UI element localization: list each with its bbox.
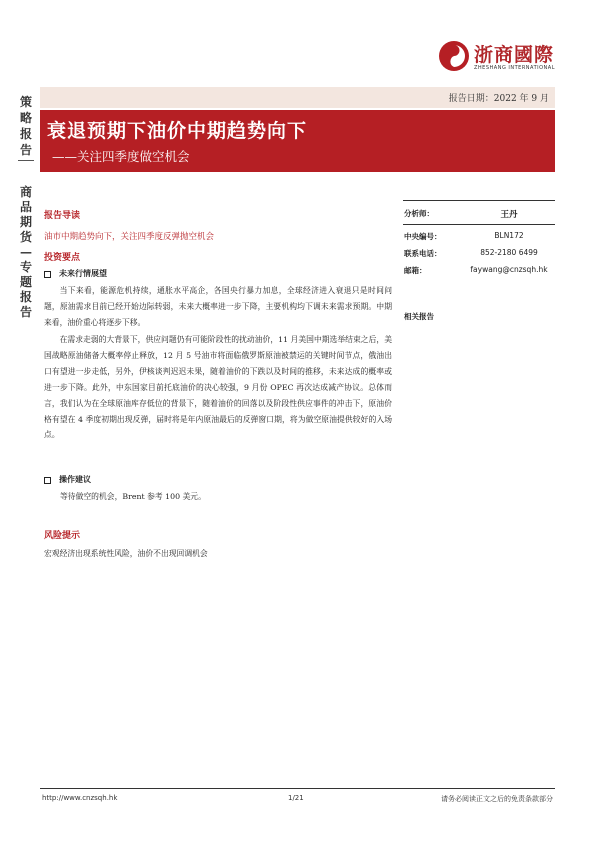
- paragraph-text: 当下来看，能源危机持续，通胀水平高企，各国央行暴力加息，全球经济进入衰退只是时间问题，原油需求目前已经开始边际转弱，未来大概率进一步下降，主要机构均下调未来需求预期。中期来看，油价重心将逐步下移。: [44, 286, 392, 327]
- phone-number: 852-2180 6499: [480, 248, 538, 257]
- info-top-rule: [403, 200, 555, 201]
- report-title: 衰退预期下油价中期趋势向下: [47, 120, 308, 142]
- email-link[interactable]: faywang@cnzsqh.hk: [470, 265, 548, 274]
- info-mid-rule: [403, 224, 555, 225]
- guide-heading: 报告导读: [44, 211, 81, 221]
- sidebar-divider: [18, 160, 34, 161]
- title-banner: [40, 110, 555, 172]
- report-subtitle: ——关注四季度做空机会: [52, 149, 190, 164]
- analyst-name: 王丹: [500, 210, 518, 220]
- report-date: 报告日期：2022 年 9 月: [448, 94, 549, 104]
- sidebar-category: 策略报告: [19, 95, 32, 157]
- paragraph-text: 在需求走弱的大背景下，供应问题仍有可能阶段性的扰动油价，11 月美国中期选举结束之后，美国战略原油储备大概率停止释放，12 月 5 号油市将面临俄罗斯原油被禁运的关键时间节点，俄油出口有望进一步走低，另外，伊核谈判迟迟未果，随着油价的下跌以及时间的推移，未来达成的概率或进一步下降。此外，中东国家目前托底油价的决心较强，9 月份 OPEC 再次达成减产协议。总体而言，我们认为在全球原油库存低位的背景下，随着油价的回落以及阶段性供应事件的冲击下，原油价格有望在 4 季度初期出现反弹，届时将是年内原油最后的反弹窗口期，将为做空原油提供较好的入场点。: [44, 335, 392, 440]
- outlook-paragraph-1: [44, 283, 392, 331]
- sidebar-report-type: 商品期货—专题报告: [19, 185, 32, 319]
- footer-rule: [40, 788, 555, 789]
- risk-heading: 风险提示: [44, 531, 81, 541]
- logo-mark-icon: [438, 40, 470, 72]
- analyst-name-label: 分析师：: [404, 209, 434, 218]
- bullet-outlook-label: 未来行情展望: [59, 268, 107, 278]
- related-reports-heading: 相关报告: [404, 312, 434, 321]
- logo-cn-text: 浙商國際: [474, 44, 555, 66]
- outlook-paragraph-2: [44, 332, 392, 443]
- square-bullet-icon: [44, 271, 51, 278]
- strategy-text: 等待做空的机会，Brent 参考 100 美元。: [60, 492, 206, 501]
- logo-en-text: ZHESHANG INTERNATIONAL: [474, 65, 555, 71]
- email-label: 邮箱：: [404, 266, 427, 275]
- footer-url[interactable]: http://www.cnzsqh.hk: [42, 794, 118, 802]
- bullet-strategy-label: 操作建议: [59, 474, 91, 484]
- square-bullet-icon: [44, 477, 51, 484]
- page-number: 1/21: [288, 794, 304, 802]
- cert-number: BLN172: [494, 231, 524, 240]
- cert-label: 中央编号：: [404, 232, 442, 241]
- footer-disclaimer: 请务必阅读正文之后的免责条款部分: [441, 795, 553, 803]
- points-heading: 投资要点: [44, 253, 81, 263]
- date-band: [40, 87, 555, 108]
- guide-text: 油市中期趋势向下，关注四季度反弹抛空机会: [44, 232, 215, 242]
- company-logo: [438, 38, 558, 80]
- bullet-outlook: [44, 268, 107, 279]
- bullet-strategy: [44, 474, 91, 485]
- risk-text: 宏观经济出现系统性风险，油价不出现回调机会: [44, 549, 208, 558]
- phone-label: 联系电话：: [404, 249, 442, 258]
